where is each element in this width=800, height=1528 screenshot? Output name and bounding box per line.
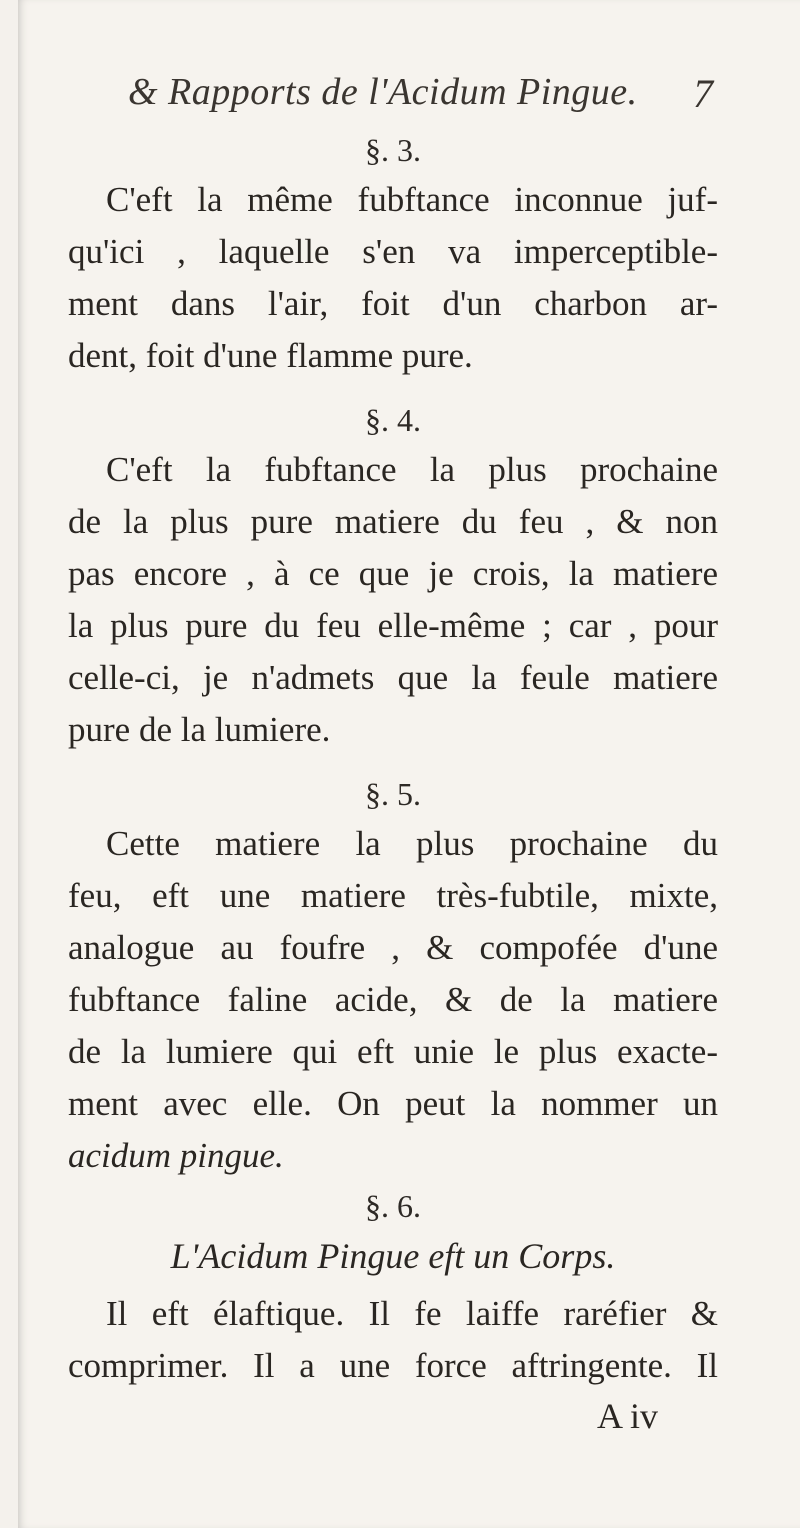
text-line: C'eft la fubftance la plus prochaine (106, 450, 718, 489)
text-line: C'eft la même fubftance inconnue juf- (106, 180, 718, 219)
text-line: fubftance faline acide, & de la matiere (68, 980, 718, 1019)
text-line: pas encore , à ce que je crois, la matiere (68, 554, 718, 593)
text-line: ment avec elle. On peut la nommer un (68, 1084, 718, 1123)
text-line: Cette matiere la plus prochaine du (106, 824, 718, 863)
section-6-heading: §. 6. (365, 1188, 421, 1224)
page-leaf (18, 0, 800, 1528)
text-line: comprimer. Il a une force aftringente. Il (68, 1346, 718, 1385)
text-line: analogue au foufre , & compofée d'une (68, 928, 718, 967)
page-header (128, 70, 728, 120)
page-number: 7 (693, 71, 713, 116)
text-line: la plus pure du feu elle-même ; car , pour (68, 606, 718, 645)
text-line: dent, foit d'une flamme pure. (68, 336, 473, 375)
text-line: de la plus pure matiere du feu , & non (68, 502, 718, 541)
running-title: & Rapports de l'Acidum Pingue. (128, 71, 638, 113)
text-line: pure de la lumiere. (68, 710, 331, 749)
section-4-heading: §. 4. (365, 402, 421, 438)
section-6-subheading: L'Acidum Pingue eft un Corps. (170, 1236, 616, 1276)
text-line: feu, eft une matiere très-fubtile, mixte, (68, 876, 718, 915)
text-line: qu'ici , laquelle s'en va imperceptible- (68, 232, 718, 271)
text-line: de la lumiere qui eft unie le plus exacte- (68, 1032, 718, 1071)
text-line: Il eft élaftique. Il fe laiffe raréfier & (106, 1294, 718, 1333)
section-3-heading: §. 3. (365, 132, 421, 168)
text-line: ment dans l'air, foit d'un charbon ar- (68, 284, 718, 323)
text-line: celle-ci, je n'admets que la feule matiere (68, 658, 718, 697)
section-5-heading: §. 5. (365, 776, 421, 812)
signature-mark: A iv (596, 1396, 658, 1436)
text-line: acidum pingue. (68, 1136, 284, 1175)
body-text (68, 126, 718, 1440)
